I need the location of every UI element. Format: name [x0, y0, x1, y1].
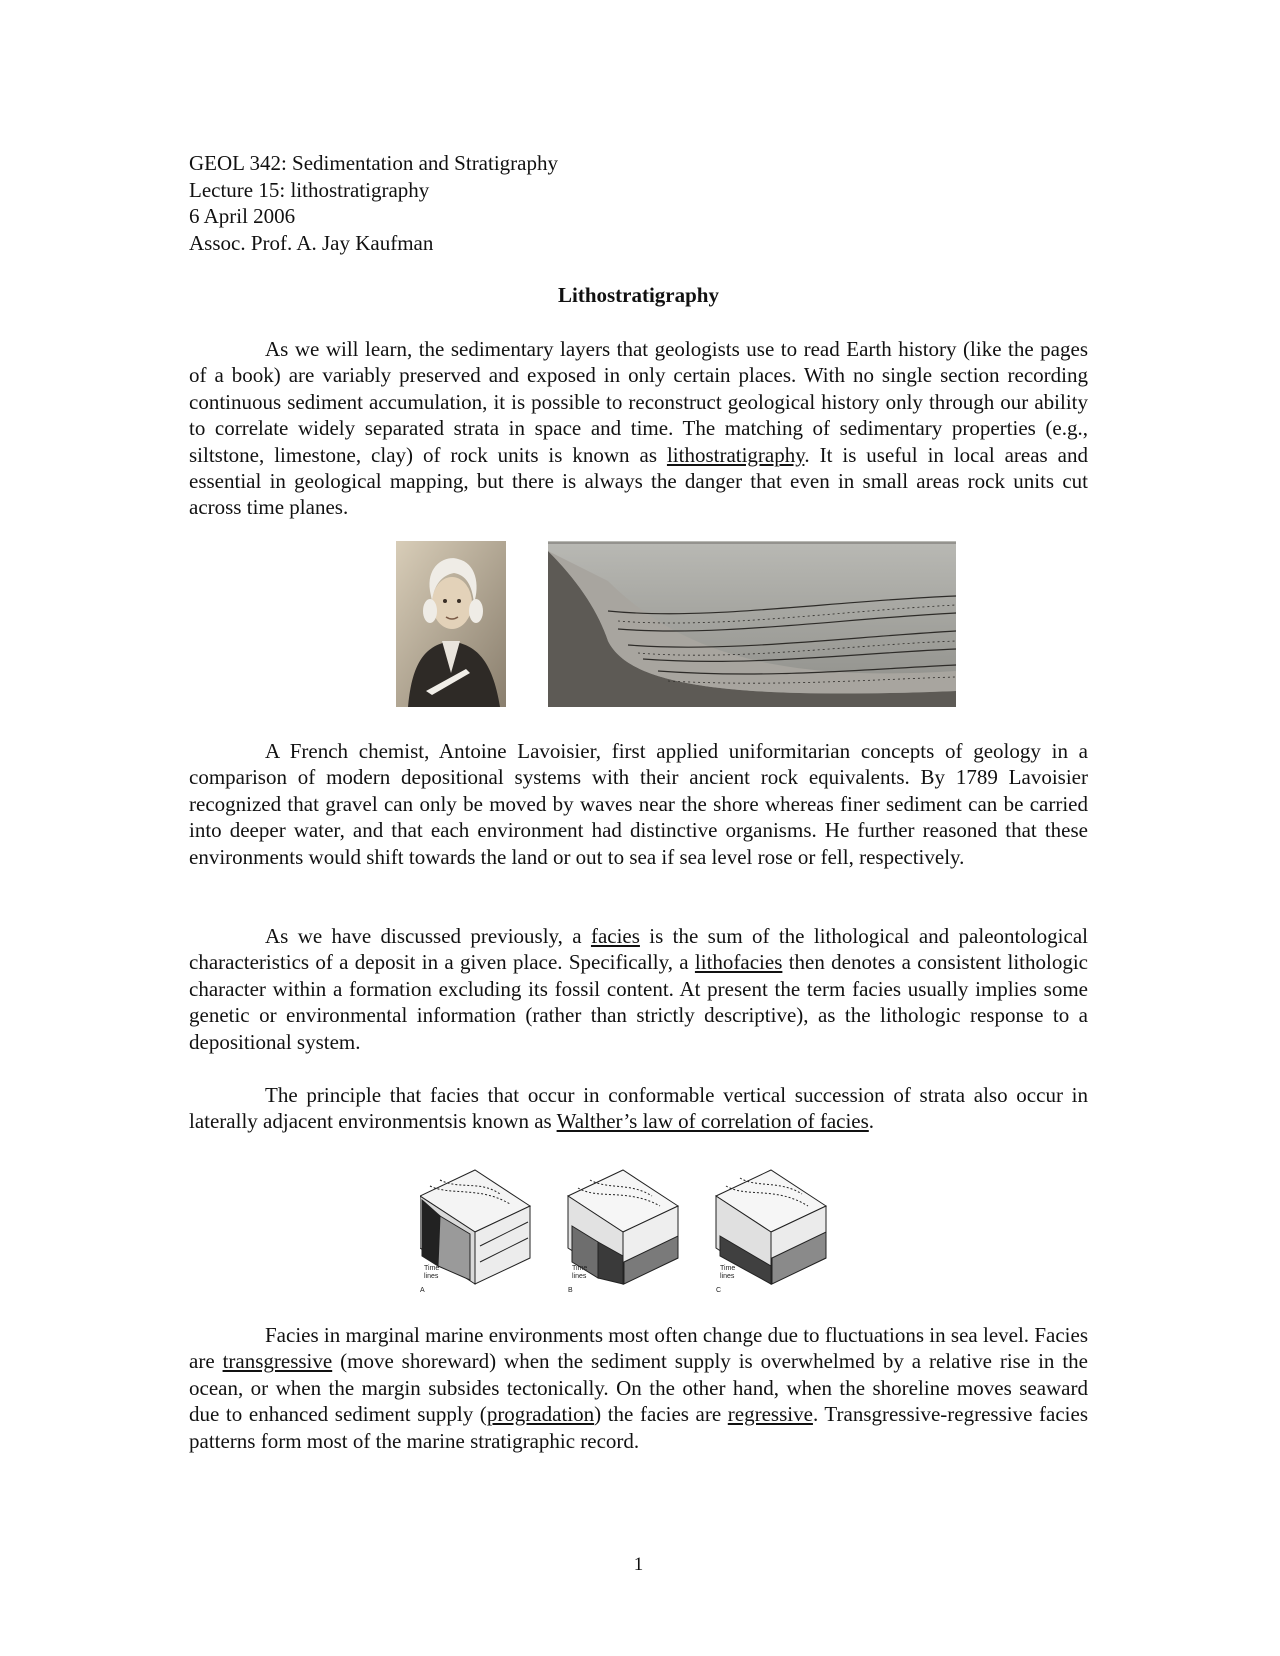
block-diagrams-graphic	[420, 1166, 860, 1298]
time-lines-label-b-2: lines	[572, 1273, 587, 1280]
term-progradation: progradation	[486, 1402, 595, 1427]
lecture-date: 6 April 2006	[189, 204, 296, 228]
paragraph-lavoisier: A French chemist, Antoine Lavoisier, first applied uniformitarian concepts of geology in a comparison of modern depositional systems with their ancient rock equivalents. By 1789 Lavoisier recognized that gravel can only be moved by waves near the shore whereas finer sediment can be carried into deeper water, and that each environment had distinctive organisms. He further reasoned that these environments would shift towards the land or out to sea if sea level rose or fell, respectively.	[189, 739, 1088, 869]
block-label-b: B	[568, 1287, 573, 1294]
term-facies: facies	[590, 924, 640, 948]
time-lines-label-c-2: lines	[720, 1273, 735, 1280]
course-title: GEOL 342: Sedimentation and Stratigraphy	[189, 151, 558, 175]
paragraph-facies: As we have discussed previously, a facies is the sum of the lithological and paleontological characteristics of a deposit in a given place. Specifically, a lithofacies then denotes a consistent lithologic character within a formation excluding its fossil content. At present the term facies usually implies some genetic or environmental information (rather than strictly descriptive), as the lithologic response to a depositional system.	[189, 924, 1088, 1054]
term-lithostratigraphy: lithostratigraphy	[666, 442, 805, 467]
block-label-c: C	[716, 1287, 722, 1294]
paragraph-walther: The principle that facies that occur in conformable vertical succession of strata also occur in laterally adjacent environmentsis known as Walther’s law of correlation of facies.	[189, 1083, 1088, 1134]
paragraph-transgression: Facies in marginal marine environments most often change due to fluctuations in sea level. Facies are transgressive (move shoreward) when the sediment supply is overwhelmed by a relative rise in the ocean, or when the margin subsides tectonically. On the other hand, when the shoreline moves seaward due to enhanced sediment supply (progradation) the facies are regressive. Transgressive-regressive facies patterns form most of the marine stratigraphic record.	[189, 1323, 1088, 1453]
author-name: Assoc. Prof. A. Jay Kaufman	[189, 230, 434, 255]
lecture-title: Lecture 15: lithostratigraphy	[189, 177, 430, 202]
figure-lavoisier	[396, 541, 956, 707]
lavoisier-portrait	[396, 541, 506, 707]
figure-lavoisier-graphic	[396, 541, 956, 707]
term-walthers-law: Walther’s law of correlation of facies	[556, 1109, 869, 1134]
time-lines-label-a-2: lines	[424, 1273, 439, 1280]
time-lines-label-c-1: Time	[720, 1265, 736, 1272]
term-regressive: regressive	[727, 1402, 813, 1427]
paragraph-intro: As we will learn, the sedimentary layers that geologists use to read Earth history (like the pages of a book) are variably preserved and exposed in only certain places. With no single section recording continuous sediment accumulation, it is possible to reconstruct geological history only through our ability to correlate widely separated strata in space and time. The matching of sedimentary properties (e.g., siltstone, limestone, clay) of rock units is known as lithostratigraphy. It is useful in local areas and essential in geological mapping, but there is always the danger that even in small areas rock units cut across time planes.	[189, 337, 1088, 520]
term-lithofacies: lithofacies	[694, 950, 783, 975]
figure-block-diagrams	[420, 1166, 860, 1298]
strata-drawing	[548, 541, 956, 707]
time-lines-label-b-1: Time	[572, 1265, 588, 1272]
block-label-a: A	[420, 1287, 425, 1294]
page-title: Lithostratigraphy	[557, 283, 719, 307]
page-number: 1	[633, 1554, 644, 1575]
term-transgressive: transgressive	[222, 1349, 333, 1374]
document-header	[189, 150, 558, 256]
time-lines-label-a-1: Time	[424, 1265, 440, 1272]
